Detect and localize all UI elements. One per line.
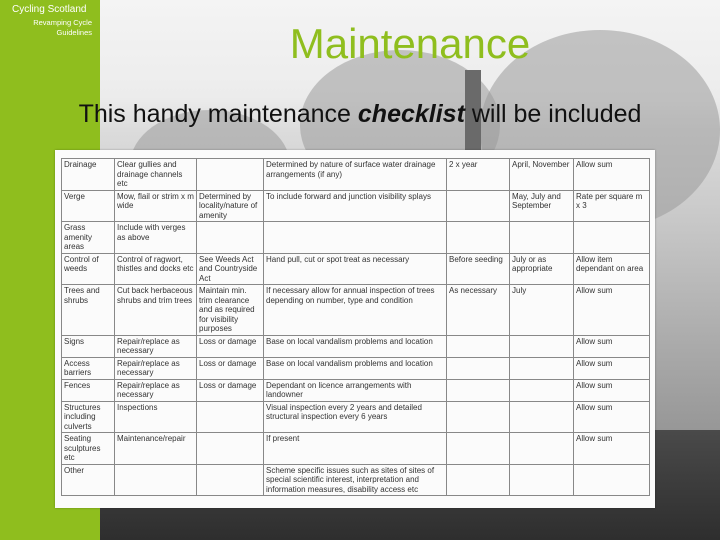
table-cell: Trees and shrubs: [62, 285, 115, 336]
table-row: [62, 464, 650, 496]
table-cell: See Weeds Act and Countryside Act: [197, 253, 264, 285]
table-cell: [115, 464, 197, 496]
table-cell: [510, 379, 574, 401]
table-cell: As necessary: [447, 285, 510, 336]
table-row: [62, 190, 650, 222]
table-cell: Control of weeds: [62, 253, 115, 285]
table-row: [62, 222, 650, 254]
subtitle-line-1: Revamping Cycle: [33, 18, 92, 27]
table-cell: [447, 433, 510, 465]
table-cell: Other: [62, 464, 115, 496]
table-cell: Inspections: [115, 401, 197, 433]
subtitle-line-2: Guidelines: [56, 28, 92, 37]
table-cell: [447, 379, 510, 401]
table-cell: Control of ragwort, thistles and docks etc: [115, 253, 197, 285]
table-row: [62, 335, 650, 357]
table-cell: Repair/replace as necessary: [115, 379, 197, 401]
table-row: [62, 401, 650, 433]
table-cell: Clear gullies and drainage channels etc: [115, 159, 197, 191]
table-cell: Grass amenity areas: [62, 222, 115, 254]
table-cell: 2 x year: [447, 159, 510, 191]
checklist-table: [61, 158, 650, 496]
table-cell: Cut back herbaceous shrubs and trim trees: [115, 285, 197, 336]
table-cell: April, November: [510, 159, 574, 191]
table-cell: Allow sum: [574, 285, 650, 336]
table-cell: Base on local vandalism problems and location: [264, 335, 447, 357]
table-cell: Rate per square m x 3: [574, 190, 650, 222]
table-cell: Determined by nature of surface water drainage arrangements (if any): [264, 159, 447, 191]
table-cell: Visual inspection every 2 years and detailed structural inspection every 6 years: [264, 401, 447, 433]
table-cell: Loss or damage: [197, 357, 264, 379]
table-cell: [447, 357, 510, 379]
table-cell: [510, 464, 574, 496]
table-cell: Mow, flail or strim x m wide: [115, 190, 197, 222]
table-cell: [197, 401, 264, 433]
table-row: [62, 285, 650, 336]
table-row: [62, 357, 650, 379]
slide-title: Maintenance: [289, 20, 531, 67]
table-cell: Allow sum: [574, 159, 650, 191]
table-cell: [510, 401, 574, 433]
table-cell: [447, 335, 510, 357]
table-cell: Loss or damage: [197, 335, 264, 357]
table-row: [62, 159, 650, 191]
table-cell: July or as appropriate: [510, 253, 574, 285]
table-cell: Hand pull, cut or spot treat as necessary: [264, 253, 447, 285]
intro-post: will be included: [464, 100, 642, 128]
table-cell: [197, 159, 264, 191]
table-cell: Maintenance/repair: [115, 433, 197, 465]
table-cell: [447, 401, 510, 433]
table-cell: Allow sum: [574, 433, 650, 465]
table-cell: [510, 335, 574, 357]
table-cell: Allow sum: [574, 357, 650, 379]
table-cell: [510, 222, 574, 254]
intro-text: [0, 100, 720, 129]
table-cell: Allow sum: [574, 379, 650, 401]
table-cell: [510, 433, 574, 465]
table-cell: Determined by locality/nature of amenity: [197, 190, 264, 222]
table-cell: Allow sum: [574, 335, 650, 357]
table-cell: Include with verges as above: [115, 222, 197, 254]
table-cell: Signs: [62, 335, 115, 357]
table-cell: Dependant on licence arrangements with landowner: [264, 379, 447, 401]
brand-label: Cycling Scotland: [12, 4, 87, 15]
table-cell: [197, 464, 264, 496]
table-cell: Drainage: [62, 159, 115, 191]
intro-pre: This handy maintenance: [78, 100, 358, 128]
table-cell: [574, 222, 650, 254]
table-cell: [447, 222, 510, 254]
table-cell: Before seeding: [447, 253, 510, 285]
table-cell: To include forward and junction visibility splays: [264, 190, 447, 222]
table-cell: [447, 190, 510, 222]
table-row: [62, 433, 650, 465]
table-cell: Verge: [62, 190, 115, 222]
table-cell: Allow item dependant on area: [574, 253, 650, 285]
subtitle-label: [0, 18, 92, 38]
table-cell: If necessary allow for annual inspection of trees depending on number, type and condition: [264, 285, 447, 336]
table-row: [62, 379, 650, 401]
table-row: [62, 253, 650, 285]
table-cell: Access barriers: [62, 357, 115, 379]
table-cell: [197, 222, 264, 254]
checklist-document: [55, 150, 655, 508]
table-cell: Maintain min. trim clearance and as required for visibility purposes: [197, 285, 264, 336]
table-cell: [447, 464, 510, 496]
table-cell: [264, 222, 447, 254]
table-cell: Allow sum: [574, 401, 650, 433]
intro-emphasis: checklist: [357, 100, 465, 128]
table-cell: Seating sculptures etc: [62, 433, 115, 465]
table-cell: [574, 464, 650, 496]
table-cell: Fences: [62, 379, 115, 401]
table-cell: Scheme specific issues such as sites of sites of special scientific interest, interpretation and information measures, disability access etc: [264, 464, 447, 496]
table-cell: [197, 433, 264, 465]
table-cell: Repair/replace as necessary: [115, 335, 197, 357]
table-cell: Repair/replace as necessary: [115, 357, 197, 379]
table-cell: July: [510, 285, 574, 336]
table-cell: [510, 357, 574, 379]
table-cell: If present: [264, 433, 447, 465]
table-cell: Structures including culverts: [62, 401, 115, 433]
table-cell: Loss or damage: [197, 379, 264, 401]
table-cell: Base on local vandalism problems and location: [264, 357, 447, 379]
table-cell: May, July and September: [510, 190, 574, 222]
